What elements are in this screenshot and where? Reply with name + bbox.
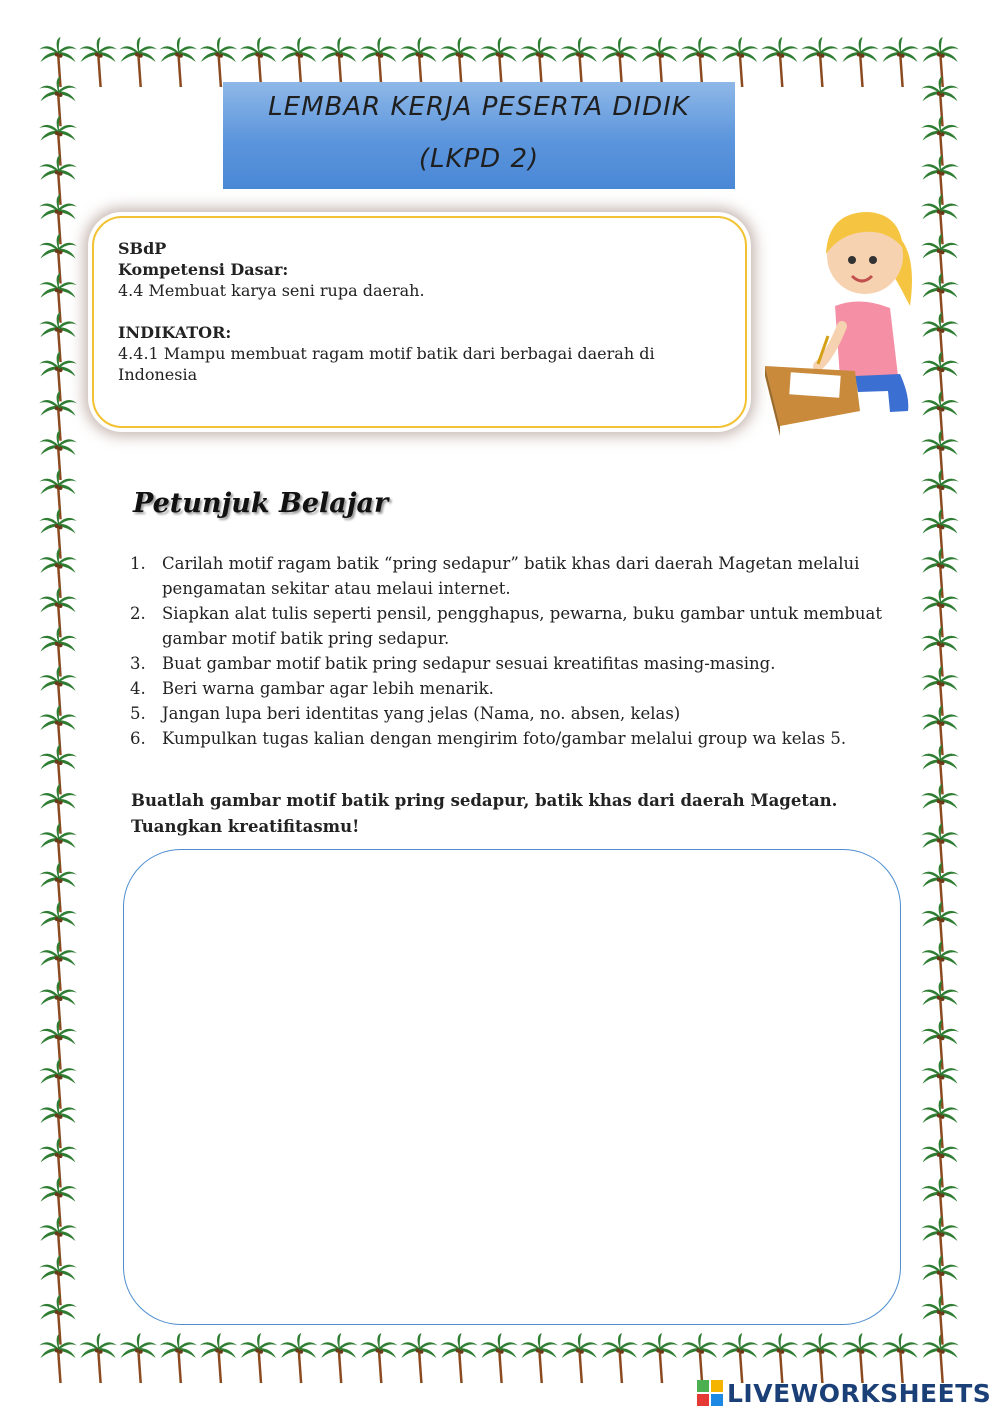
instruction-text: Buat gambar motif batik pring sedapur sesuai kreatifitas masing-masing. <box>162 654 776 673</box>
instruction-item <box>130 551 920 601</box>
palm-tree-icon <box>721 37 759 87</box>
palm-tree-icon <box>320 1333 358 1383</box>
indikator-text: 4.4.1 Mampu membuat ragam motif batik dari berbagai daerah di Indonesia <box>118 344 655 384</box>
palm-tree-icon <box>520 37 558 87</box>
task-instruction <box>131 788 911 840</box>
palm-tree-icon <box>400 1333 438 1383</box>
palm-tree-icon <box>761 37 799 87</box>
palm-tree-icon <box>681 37 719 87</box>
instruction-text: Beri warna gambar agar lebih menarik. <box>162 679 494 698</box>
palm-tree-icon <box>160 37 198 87</box>
palm-tree-icon <box>881 1333 919 1383</box>
palm-tree-icon <box>400 37 438 87</box>
instruction-number: 3. <box>130 654 146 673</box>
palm-tree-icon <box>360 1333 398 1383</box>
petunjuk-heading: Petunjuk Belajar <box>133 488 389 519</box>
palm-tree-icon <box>721 1333 759 1383</box>
instruction-number: 4. <box>130 679 146 698</box>
palm-tree-icon <box>921 1333 959 1383</box>
instruction-list <box>130 551 920 751</box>
palm-tree-icon <box>801 1333 839 1383</box>
girl-writing-illustration <box>760 196 920 441</box>
palm-tree-icon <box>561 1333 599 1383</box>
instruction-number: 1. <box>130 554 146 573</box>
instruction-number: 6. <box>130 729 146 748</box>
subject-label: SBdP <box>118 239 167 258</box>
liveworksheets-logo <box>697 1378 991 1408</box>
kd-text: 4.4 Membuat karya seni rupa daerah. <box>118 281 425 300</box>
task-line-1: Buatlah gambar motif batik pring sedapur, batik khas dari daerah Magetan. <box>131 791 838 810</box>
palm-tree-icon <box>601 1333 639 1383</box>
palm-tree-icon <box>280 1333 318 1383</box>
palm-tree-icon <box>280 37 318 87</box>
instruction-item <box>130 676 920 701</box>
instruction-item <box>130 651 920 676</box>
palm-tree-icon <box>119 37 157 87</box>
palm-tree-icon <box>79 37 117 87</box>
palm-tree-icon <box>641 1333 679 1383</box>
palm-tree-icon <box>240 1333 278 1383</box>
palm-tree-icon <box>360 37 398 87</box>
palm-tree-icon <box>320 37 358 87</box>
palm-tree-icon <box>480 1333 517 1383</box>
palm-tree-icon <box>160 1333 198 1383</box>
palm-tree-icon <box>841 37 879 87</box>
palm-tree-icon <box>119 1333 157 1383</box>
instruction-item <box>130 701 920 726</box>
instruction-number: 2. <box>130 604 146 623</box>
task-line-2: Tuangkan kreatifitasmu! <box>131 817 360 836</box>
palm-tree-icon <box>480 37 517 87</box>
worksheet-subtitle: (LKPD 2) <box>418 144 540 174</box>
indikator-label: INDIKATOR: <box>118 323 232 342</box>
liveworksheets-brand-text: LIVEWORKSHEETS <box>727 1378 992 1408</box>
instruction-text: Carilah motif ragam batik “pring sedapur” batik khas dari daerah Magetan melalui pengamatan sekitar atau melaui internet. <box>162 554 860 598</box>
liveworksheets-logo-icon <box>697 1380 723 1406</box>
palm-tree-icon <box>801 37 839 87</box>
palm-tree-icon <box>39 1333 77 1383</box>
worksheet-title: LEMBAR KERJA PESERTA DIDIK <box>268 92 690 122</box>
palm-tree-icon <box>841 1333 879 1383</box>
instruction-text: Siapkan alat tulis seperti pensil, pengghapus, pewarna, buku gambar untuk membuat gambar motif batik pring sedapur. <box>162 604 883 648</box>
palm-tree-icon <box>601 37 639 87</box>
palm-tree-icon <box>561 37 599 87</box>
palm-tree-icon <box>440 1333 478 1383</box>
kd-label: Kompetensi Dasar: <box>118 260 289 279</box>
instruction-text: Kumpulkan tugas kalian dengan mengirim foto/gambar melalui group wa kelas 5. <box>162 729 847 748</box>
instruction-text: Jangan lupa beri identitas yang jelas (Nama, no. absen, kelas) <box>162 704 681 723</box>
palm-tree-icon <box>881 37 919 87</box>
palm-tree-icon <box>200 37 238 87</box>
palm-tree-icon <box>520 1333 558 1383</box>
competency-info-box <box>92 216 747 428</box>
instruction-number: 5. <box>130 704 146 723</box>
palm-tree-icon <box>681 1333 719 1383</box>
palm-tree-icon <box>440 37 478 87</box>
palm-tree-icon <box>240 37 278 87</box>
instruction-item <box>130 726 920 751</box>
palm-tree-icon <box>200 1333 238 1383</box>
instruction-item <box>130 601 920 651</box>
drawing-area[interactable] <box>123 849 901 1325</box>
palm-tree-icon <box>761 1333 799 1383</box>
worksheet-title-banner <box>223 82 735 189</box>
palm-tree-icon <box>79 1333 117 1383</box>
palm-tree-icon <box>641 37 679 87</box>
